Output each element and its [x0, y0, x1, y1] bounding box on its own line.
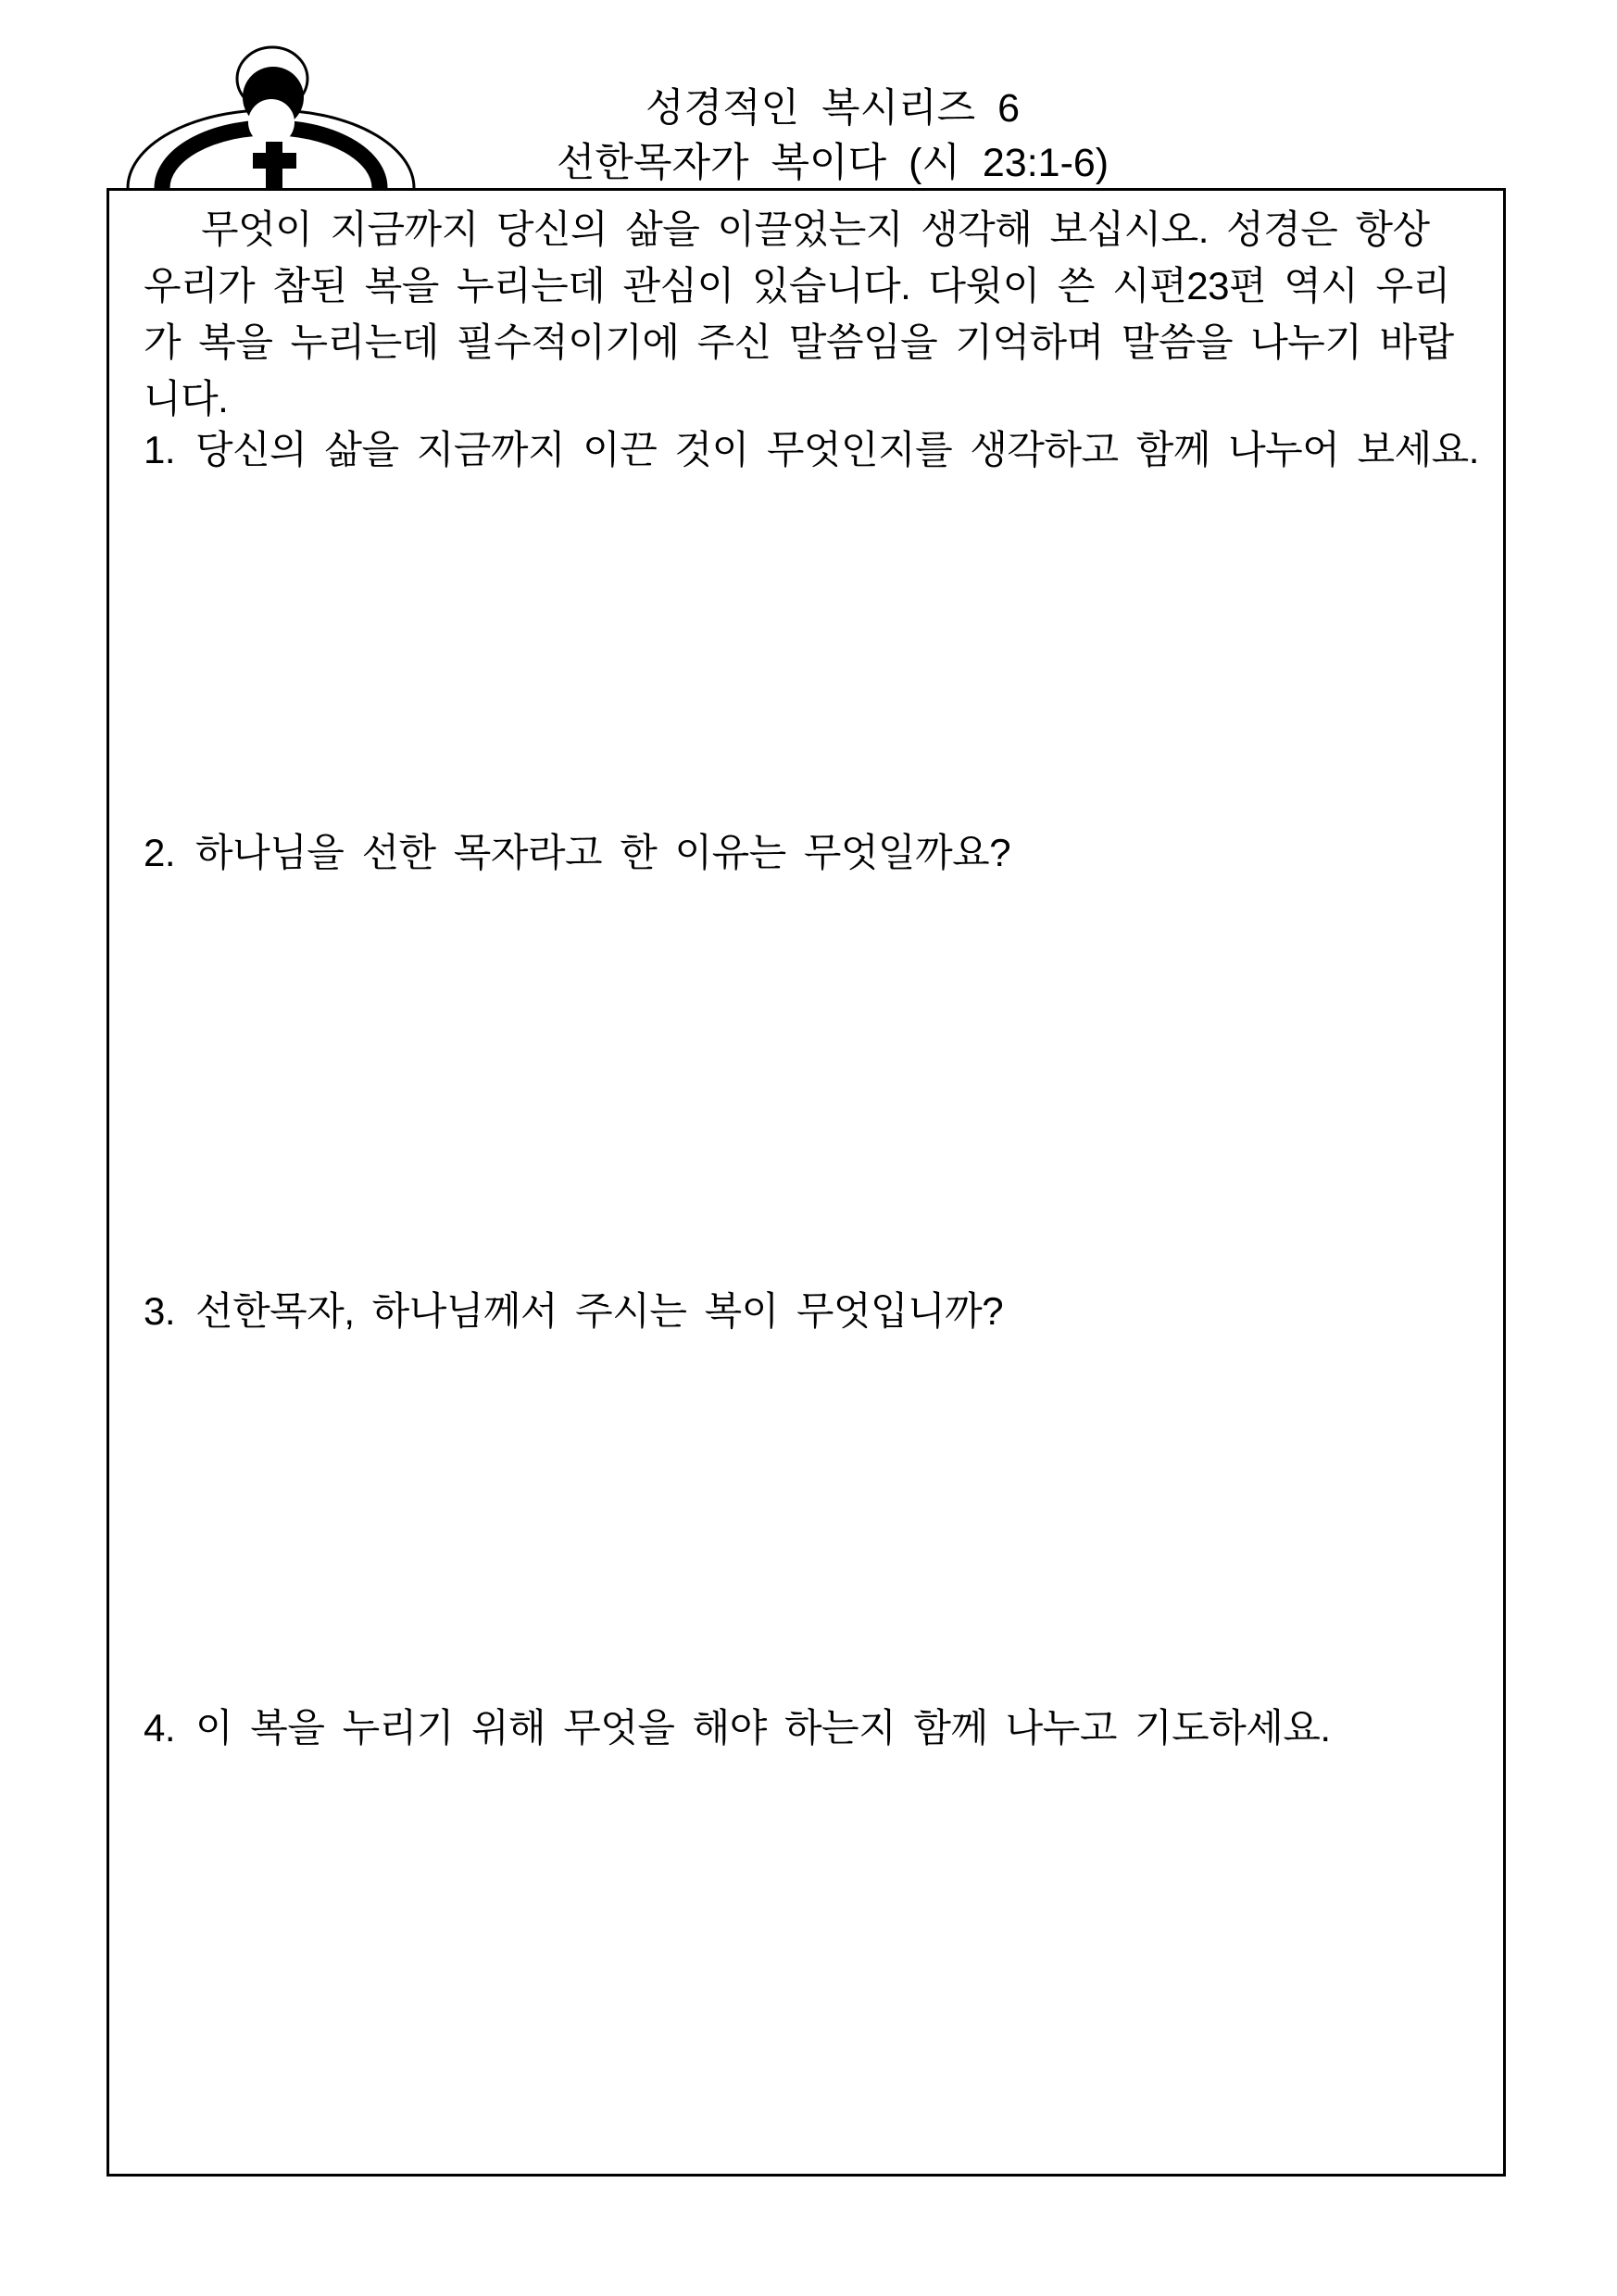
question-1-text: 당신의 삶을 지금까지 이끈 것이 무엇인지를 생각하고 함께 나누어 보세요.: [195, 428, 1479, 471]
question-2-text: 하나님을 선한 목자라고 한 이유는 무엇일까요?: [195, 831, 1011, 874]
answer-space-1: [144, 487, 1477, 821]
series-title: 성경적인 복시리즈 6: [645, 86, 1021, 131]
question-1-number: 1.: [144, 428, 176, 471]
question-3-text: 선한목자, 하나님께서 주시는 복이 무엇입니까?: [195, 1289, 1004, 1333]
answer-space-2: [144, 890, 1477, 1223]
document-title: [24, 82, 1617, 191]
question-4: [144, 1702, 1477, 1754]
question-3: [144, 1286, 1477, 1337]
question-2-number: 2.: [144, 831, 176, 874]
intro-paragraph: 무엇이 지금까지 당신의 삶을 이끌었는지 생각해 보십시오. 성경은 항상 우리가 참된 복을 누리는데 관심이 있습니다. 다윗이 쓴 시편23편 역시 우리가 복을 누리는데 필수적이기에 주신 말씀임을 기억하며 말씀을 나누기 바랍니다.: [144, 207, 1454, 420]
question-3-number: 3.: [144, 1289, 176, 1333]
lesson-title: 선한목자가 복이다 (시 23:1-6): [556, 141, 1109, 185]
content-box: [107, 188, 1506, 2177]
question-4-text: 이 복을 누리기 위해 무엇을 해야 하는지 함께 나누고 기도하세요.: [195, 1706, 1331, 1750]
answer-space-3: [144, 1349, 1477, 1682]
question-1: [144, 424, 1477, 476]
question-2: [144, 827, 1477, 879]
answer-space-4: [144, 1765, 1477, 2164]
question-4-number: 4.: [144, 1706, 176, 1750]
